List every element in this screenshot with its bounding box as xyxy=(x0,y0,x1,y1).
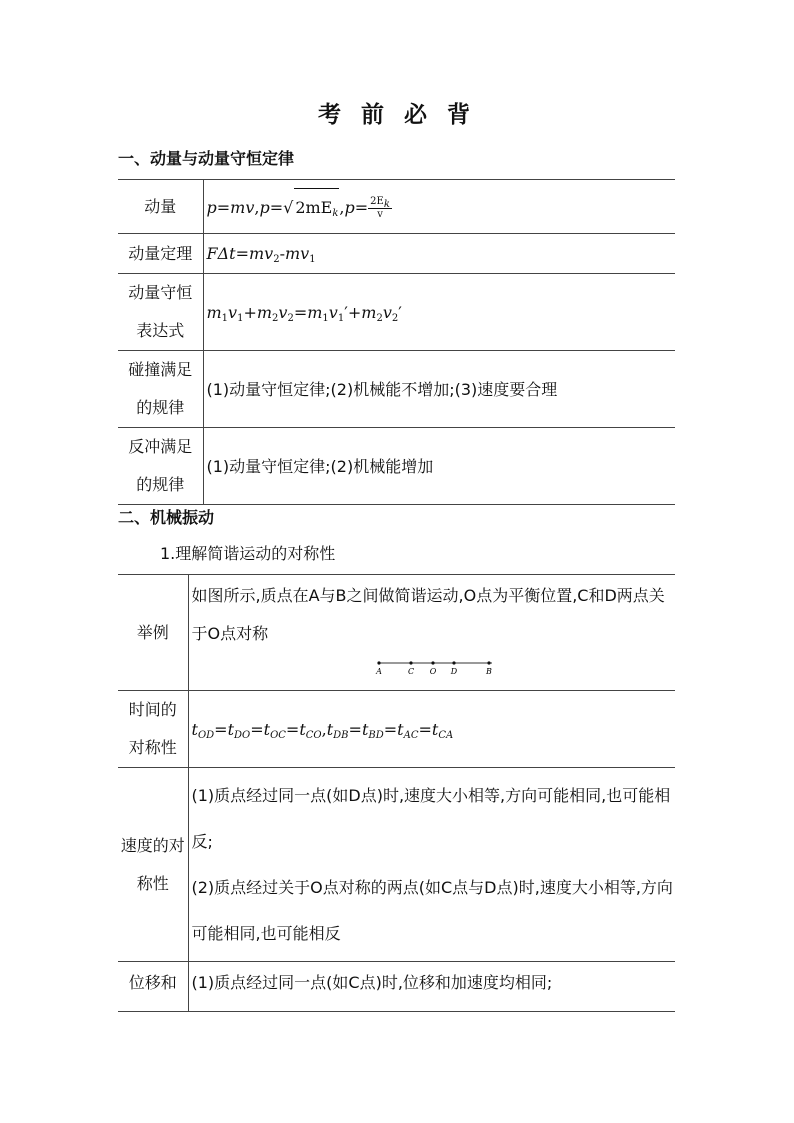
page-title: 考 前 必 背 xyxy=(317,102,477,128)
row-label: 举例 xyxy=(118,575,188,691)
momentum-formula: p=mv,p=√ $2mE_k,p=$ $\frac{2E_k}{v}$ xyxy=(203,180,675,234)
table-row xyxy=(118,691,675,768)
row-label: 位移和 xyxy=(118,962,188,1012)
table-row xyxy=(118,351,675,428)
time-symmetry-formula: $t_{OD}=t_{DO}=t_{OC}=t_{CO},t_{DB}=t_{BD}=t_{AC}=t_{CA}$ xyxy=(188,691,675,768)
point-label-D: D xyxy=(450,667,457,676)
row-label: 反冲满足的规律 xyxy=(118,428,203,505)
row-label: 动量 xyxy=(118,180,203,234)
impulse-formula: $F\Delta t=mv_2-mv_1$ xyxy=(203,234,675,274)
row-label: 时间的对称性 xyxy=(118,691,188,768)
velocity-item-2: (2)质点经过关于O点对称的两点(如C点与D点)时,速度大小相等,方向可能相同,也可能相反 xyxy=(191,877,673,943)
point-label-O: O xyxy=(429,667,436,676)
point-A xyxy=(377,661,380,664)
table-row xyxy=(118,234,675,274)
velocity-symmetry-cell xyxy=(188,768,675,962)
velocity-item-1: (1)质点经过同一点(如D点)时,速度大小相等,方向可能相同,也可能相反; xyxy=(191,785,671,851)
example-text: 如图所示,质点在A与B之间做简谐运动,O点为平衡位置,C和D两点关于O点对称 xyxy=(191,586,665,643)
table-row xyxy=(118,575,675,691)
table-row xyxy=(118,962,675,1012)
point-C xyxy=(409,661,412,664)
row-label: 碰撞满足的规律 xyxy=(118,351,203,428)
row-label: 速度的对称性 xyxy=(118,768,188,962)
row-value: (1)动量守恒定律;(2)机械能不增加;(3)速度要合理 xyxy=(203,351,675,428)
momentum-table xyxy=(118,179,675,505)
row-label: 动量定理 xyxy=(118,234,203,274)
section-heading-vibration: 二、机械振动 xyxy=(118,508,215,527)
oscillation-diagram xyxy=(192,653,672,677)
section-heading-momentum: 一、动量与动量守恒定律 xyxy=(118,149,295,168)
table-row xyxy=(118,274,675,351)
example-cell xyxy=(188,575,675,691)
row-label: 动量守恒表达式 xyxy=(118,274,203,351)
displacement-item-1: (1)质点经过同一点(如C点)时,位移和加速度均相同; xyxy=(188,962,675,1012)
point-label-B: B xyxy=(485,667,492,676)
point-O xyxy=(431,661,434,664)
row-value: (1)动量守恒定律;(2)机械能增加 xyxy=(203,428,675,505)
table-row xyxy=(118,768,675,962)
point-D xyxy=(452,661,455,664)
vibration-table xyxy=(118,574,675,1012)
table-row xyxy=(118,428,675,505)
point-label-A: A xyxy=(375,667,382,676)
conservation-formula: $m_1v_1+m_2v_2=m_1v_1'+m_2v_2'$ xyxy=(203,274,675,351)
subsection-heading: 1.理解简谐运动的对称性 xyxy=(160,544,336,563)
point-B xyxy=(487,661,490,664)
table-row xyxy=(118,180,675,234)
point-label-C: C xyxy=(407,667,414,676)
